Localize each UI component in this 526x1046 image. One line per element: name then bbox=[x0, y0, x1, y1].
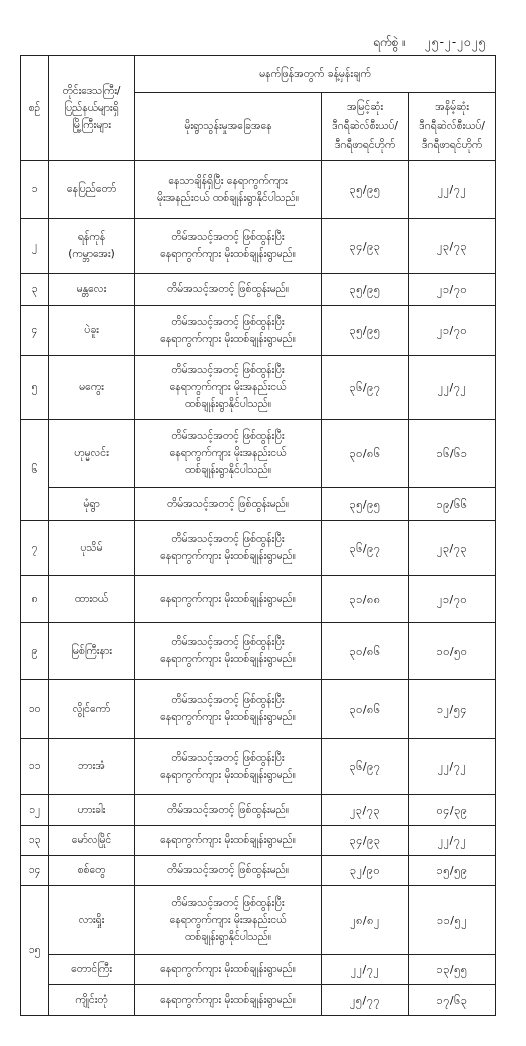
header-max-line: အမြင့်ဆုံး bbox=[346, 101, 384, 113]
row-number: ၁၁ bbox=[21, 739, 49, 795]
min-temperature: ၁၇/၆၃ bbox=[409, 985, 496, 1016]
row-number: ၁၀ bbox=[21, 680, 49, 739]
header-city-line: တိုင်းဒေသကြီး/ bbox=[62, 84, 121, 97]
table-row bbox=[21, 680, 496, 739]
table-row bbox=[21, 420, 496, 488]
table-row bbox=[21, 826, 496, 856]
header-min-line: အနိမ့်ဆုံး bbox=[435, 101, 469, 113]
max-temperature: ၃၀/၈၆ bbox=[322, 680, 409, 739]
rain-condition-line: တိမ်အသင့်အတင့် ဖြစ်ထွန်းပြီး bbox=[171, 430, 285, 442]
city-name: တောင်ကြီး bbox=[49, 955, 135, 985]
table-row bbox=[21, 856, 496, 886]
rain-condition bbox=[135, 521, 322, 576]
min-temperature: ၁၁/၅၂ bbox=[409, 886, 496, 955]
row-number: ၁၄ bbox=[21, 856, 49, 886]
min-temperature: ၂၂/၇၂ bbox=[409, 739, 496, 795]
city-name: နေပြည်တော် bbox=[49, 161, 135, 219]
city-name: ဟုမ္မလင်း bbox=[49, 420, 135, 488]
rain-condition bbox=[135, 306, 322, 356]
city-name: လားရှိုး bbox=[49, 886, 135, 955]
max-temperature: ၂၂/၇၂ bbox=[322, 955, 409, 985]
city-name: မော်လမြိုင် bbox=[49, 826, 135, 856]
city-name: မုံရွာ bbox=[49, 488, 135, 521]
header-min-line: ဒီဂရီဆဲလ်စီးယပ်/ bbox=[419, 120, 485, 132]
rain-condition-line: တိမ်အသင့်အတင့် ဖြစ်ထွန်းပြီး bbox=[171, 364, 285, 376]
max-temperature: ၃၂/၉၀ bbox=[322, 856, 409, 886]
min-temperature: ၂၃/၇၃ bbox=[409, 521, 496, 576]
row-number: ၁၂ bbox=[21, 795, 49, 826]
rain-condition-line: မိုးအနည်းငယ် ထစ်ချုန်းရွာနိုင်ပါသည်။ bbox=[156, 191, 300, 204]
header-city bbox=[49, 56, 135, 161]
rain-condition bbox=[135, 576, 322, 623]
rain-condition-line: နေရာကွက်ကျား မိုးထစ်ချုန်းရွာမည်။ bbox=[160, 592, 296, 605]
city-name: မန္တလေး bbox=[49, 274, 135, 306]
date-line bbox=[0, 34, 526, 54]
table-row bbox=[21, 521, 496, 576]
max-temperature: ၃၀/၈၆ bbox=[322, 623, 409, 680]
rain-condition-line: တိမ်အသင့်အတင့် ဖြစ်ထွန်းပြီး bbox=[171, 231, 285, 243]
max-temperature: ၃၄/၉၃ bbox=[322, 826, 409, 856]
min-temperature: ၂၂/၇၂ bbox=[409, 161, 496, 219]
table-row bbox=[21, 576, 496, 623]
table-row bbox=[21, 623, 496, 680]
rain-condition-line: နေရာကွက်ကျား မိုးထစ်ချုန်းရွာမည်။ bbox=[160, 248, 296, 260]
row-number: ၇ bbox=[21, 521, 49, 576]
row-number: ၁၃ bbox=[21, 826, 49, 856]
max-temperature: ၂၈/၈၂ bbox=[322, 886, 409, 955]
rain-condition-line: နေရာကွက်ကျား မိုးထစ်ချုန်းရွာမည်။ bbox=[160, 332, 296, 345]
rain-condition-line: တိမ်အသင့်အတင့် ဖြစ်ထွန်းပြီး bbox=[171, 896, 285, 909]
city-name: မကွေး bbox=[49, 356, 135, 420]
city-name bbox=[49, 219, 135, 274]
rain-condition-line: တိမ်အသင့်အတင့် ဖြစ်ထွန်းပြီး bbox=[171, 636, 285, 648]
rain-condition-line: နေရာကွက်ကျား မိုးအနည်းငယ် bbox=[169, 447, 287, 459]
header-condition: မိုးရွာသွန်းမှုအခြေအနေ bbox=[135, 93, 322, 161]
table-row bbox=[21, 356, 496, 420]
max-temperature: ၂၃/၇၃ bbox=[322, 795, 409, 826]
rain-condition-line: နေရာကွက်ကျား မိုးထစ်ချုန်းရွာမည်။ bbox=[160, 711, 296, 723]
rain-condition-line: တိမ်အသင့်အတင့် ဖြစ်ထွန်းမည်။ bbox=[166, 864, 290, 876]
rain-condition-line: တိမ်အသင့်အတင့် ဖြစ်ထွန်းမည်။ bbox=[166, 497, 290, 510]
city-name: ဟားခါး bbox=[49, 795, 135, 826]
max-temperature: ၃၁/၈၈ bbox=[322, 576, 409, 623]
header-no: စဉ် bbox=[21, 56, 49, 161]
table-row bbox=[21, 306, 496, 356]
rain-condition bbox=[135, 219, 322, 274]
rain-condition bbox=[135, 274, 322, 306]
table-row bbox=[21, 955, 496, 985]
table-row bbox=[21, 488, 496, 521]
header-forecast-group: မနက်ဖြန်အတွက် ခန့်မှန်းချက် bbox=[135, 56, 496, 93]
row-number: ၉ bbox=[21, 623, 49, 680]
rain-condition bbox=[135, 420, 322, 488]
rain-condition-line: နေရာကွက်ကျား မိုးထစ်ချုန်းရွာမည်။ bbox=[160, 653, 296, 665]
rain-condition-line: တိမ်အသင့်အတင့် ဖြစ်ထွန်းပြီး bbox=[171, 751, 285, 764]
table-row bbox=[21, 795, 496, 826]
city-name: ထားဝယ် bbox=[49, 576, 135, 623]
rain-condition-line: နေရာကွက်ကျား မိုးထစ်ချုန်းရွာမည်။ bbox=[160, 768, 296, 781]
max-temperature: ၃၆/၉၇ bbox=[322, 521, 409, 576]
city-name: လွိုင်ကော် bbox=[49, 680, 135, 739]
header-city-line: မြို့ကြီးများ bbox=[72, 118, 111, 131]
header-city-line: ပြည်နယ်များရှိ bbox=[64, 101, 119, 114]
row-number: ၆ bbox=[21, 420, 49, 521]
min-temperature: ၂၂/၇၂ bbox=[409, 826, 496, 856]
city-name: ပဲခူး bbox=[49, 306, 135, 356]
table-row bbox=[21, 274, 496, 306]
city-name: စစ်တွေ bbox=[49, 856, 135, 886]
row-number: ၁ bbox=[21, 161, 49, 219]
min-temperature: ၁၀/၅၀ bbox=[409, 623, 496, 680]
max-temperature: ၃၆/၉၇ bbox=[322, 356, 409, 420]
row-number: ၅ bbox=[21, 356, 49, 420]
rain-condition bbox=[135, 985, 322, 1016]
table-row bbox=[21, 985, 496, 1016]
table-header bbox=[21, 56, 496, 161]
max-temperature: ၃၅/၉၅ bbox=[322, 161, 409, 219]
rain-condition-line: နေရာကွက်ကျား မိုးအနည်းငယ် bbox=[169, 381, 287, 393]
date-label: ရက်စွဲ ။ bbox=[373, 35, 406, 49]
rain-condition bbox=[135, 856, 322, 886]
city-name: ဘားအံ bbox=[49, 739, 135, 795]
header-max-line: ဒီဂရီဖာရင်ဟိုက် bbox=[334, 139, 396, 151]
max-temperature: ၃၅/၉၅ bbox=[322, 306, 409, 356]
rain-condition bbox=[135, 739, 322, 795]
rain-condition-line: နေရာကွက်ကျား မိုးထစ်ချုန်းရွာမည်။ bbox=[160, 834, 296, 846]
rain-condition-line: တိမ်အသင့်အတင့် ဖြစ်ထွန်းပြီး bbox=[171, 533, 285, 545]
city-name-line: (ကမ္ဘာအေး) bbox=[68, 248, 115, 260]
rain-condition-line: တိမ်အသင့်အတင့် ဖြစ်ထွန်းမည်။ bbox=[166, 283, 290, 295]
rain-condition bbox=[135, 161, 322, 219]
header-max bbox=[322, 93, 409, 161]
max-temperature: ၂၅/၇၇ bbox=[322, 985, 409, 1016]
city-name-line: ရန်ကုန် bbox=[77, 231, 106, 243]
rain-condition bbox=[135, 623, 322, 680]
row-number: ၄ bbox=[21, 306, 49, 356]
min-temperature: ၁၅/၅၉ bbox=[409, 856, 496, 886]
min-temperature: ၂၂/၇၂ bbox=[409, 356, 496, 420]
city-name: မြစ်ကြီးနား bbox=[49, 623, 135, 680]
min-temperature: ၁၃/၅၅ bbox=[409, 955, 496, 985]
rain-condition-line: တိမ်အသင့်အတင့် ဖြစ်ထွန်းပြီး bbox=[171, 315, 285, 328]
max-temperature: ၃၅/၉၅ bbox=[322, 488, 409, 521]
rain-condition-line: ထစ်ချုန်းရွာနိုင်ပါသည်။ bbox=[184, 398, 272, 410]
max-temperature: ၃၆/၉၇ bbox=[322, 739, 409, 795]
rain-condition-line: တိမ်အသင့်အတင့် ဖြစ်ထွန်းပြီး bbox=[171, 694, 285, 706]
table-row bbox=[21, 886, 496, 955]
table-row bbox=[21, 739, 496, 795]
rain-condition-line: ထစ်ချုန်းရွာနိုင်ပါသည်။ bbox=[184, 930, 272, 943]
rain-condition-line: နေရာကွက်ကျား မိုးထစ်ချုန်းရွာမည်။ bbox=[160, 550, 296, 562]
rain-condition bbox=[135, 680, 322, 739]
rain-condition bbox=[135, 826, 322, 856]
row-number: ၁၅ bbox=[21, 886, 49, 1016]
rain-condition-line: နေရာကွက်ကျား မိုးထစ်ချုန်းရွာမည်။ bbox=[160, 993, 296, 1006]
date-value: ၂၅-၂-၂၀၂၅ bbox=[425, 35, 487, 49]
max-temperature: ၃၀/၈၆ bbox=[322, 420, 409, 488]
min-temperature: ၂၁/၇၀ bbox=[409, 274, 496, 306]
min-temperature: ၂၃/၇၃ bbox=[409, 219, 496, 274]
min-temperature: ၁၉/၆၆ bbox=[409, 488, 496, 521]
table-row bbox=[21, 161, 496, 219]
rain-condition bbox=[135, 955, 322, 985]
city-name: ပုသိမ် bbox=[49, 521, 135, 576]
rain-condition-line: ထစ်ချုန်းရွာနိုင်ပါသည်။ bbox=[184, 464, 272, 476]
min-temperature: ၁၂/၅၄ bbox=[409, 680, 496, 739]
rain-condition-line: တိမ်အသင့်အတင့် ဖြစ်ထွန်းမည်။ bbox=[166, 803, 290, 816]
rain-condition bbox=[135, 886, 322, 955]
table-row bbox=[21, 219, 496, 274]
max-temperature: ၃၅/၉၅ bbox=[322, 274, 409, 306]
min-temperature: ၂၁/၇၀ bbox=[409, 576, 496, 623]
header-min-line: ဒီဂရီဖာရင်ဟိုက် bbox=[421, 139, 483, 151]
rain-condition bbox=[135, 356, 322, 420]
rain-condition-line: နေသာချိန်ရှိပြီး နေရာကွက်ကျား bbox=[168, 174, 288, 187]
rain-condition-line: နေရာကွက်ကျား မိုးအနည်းငယ် bbox=[169, 913, 287, 926]
min-temperature: ၀၄/၃၉ bbox=[409, 795, 496, 826]
min-temperature: ၂၁/၇၀ bbox=[409, 306, 496, 356]
row-number: ၃ bbox=[21, 274, 49, 306]
min-temperature: ၁၆/၆၁ bbox=[409, 420, 496, 488]
header-min bbox=[409, 93, 496, 161]
rain-condition bbox=[135, 795, 322, 826]
max-temperature: ၃၄/၉၃ bbox=[322, 219, 409, 274]
forecast-table bbox=[20, 55, 496, 1016]
rain-condition-line: နေရာကွက်ကျား မိုးထစ်ချုန်းရွာမည်။ bbox=[160, 963, 296, 975]
row-number: ၈ bbox=[21, 576, 49, 623]
row-number: ၂ bbox=[21, 219, 49, 274]
header-max-line: ဒီဂရီဆဲလ်စီးယပ်/ bbox=[332, 120, 398, 132]
table-body bbox=[21, 161, 496, 1016]
city-name: ကျိုင်းတုံ bbox=[49, 985, 135, 1016]
rain-condition bbox=[135, 488, 322, 521]
